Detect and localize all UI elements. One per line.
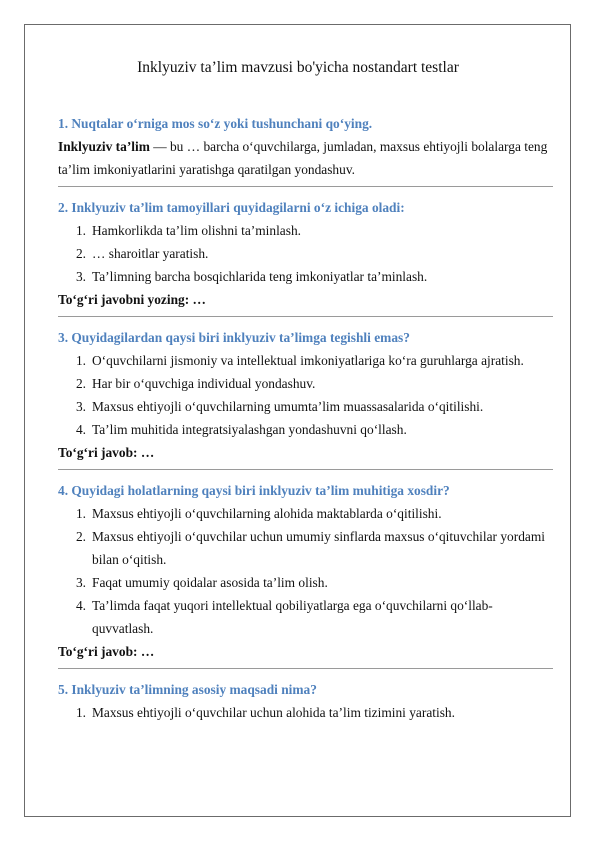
term-definition: — bu … barcha oʻquvchilarga, jumladan, maxsus ehtiyojli bolalarga teng ta’lim imkoniyatlarini yaratishga qaratilgan yondashuv. (58, 139, 548, 177)
option-item (58, 242, 553, 265)
answer-prompt: Toʻgʻri javobni yozing: … (58, 292, 206, 307)
answer-prompt: Toʻgʻri javob: … (58, 445, 155, 460)
option-number: 3. (75, 575, 86, 590)
option-text: Har bir oʻquvchiga individual yondashuv. (92, 376, 316, 391)
option-list (58, 349, 553, 441)
option-item (58, 525, 553, 571)
option-item (58, 594, 553, 640)
option-list (58, 219, 553, 288)
option-number: 1. (75, 223, 86, 238)
option-item (58, 395, 553, 418)
option-item (58, 349, 553, 372)
option-text: Oʻquvchilarni jismoniy va intellektual imkoniyatlariga koʻra guruhlarga ajratish. (92, 353, 524, 368)
option-number: 2. (75, 246, 86, 261)
question-1 (58, 112, 553, 181)
option-list (58, 502, 553, 640)
option-number: 3. (75, 399, 86, 414)
option-number: 4. (75, 422, 86, 437)
question-paragraph (58, 135, 553, 181)
option-number: 2. (75, 376, 86, 391)
answer-prompt: Toʻgʻri javob: … (58, 644, 155, 659)
option-text: Maxsus ehtiyojli oʻquvchilarning alohida maktablarda oʻqitilishi. (92, 506, 442, 521)
divider (58, 469, 553, 470)
option-item (58, 219, 553, 242)
option-number: 2. (75, 529, 86, 544)
option-item (58, 571, 553, 594)
question-heading: 4. Quyidagi holatlarning qaysi biri inklyuziv ta’lim muhitiga xosdir? (58, 483, 450, 498)
option-item (58, 372, 553, 395)
question-heading: 3. Quyidagilardan qaysi biri inklyuziv ta’limga tegishli emas? (58, 330, 410, 345)
option-item (58, 502, 553, 525)
option-number: 4. (75, 598, 86, 613)
divider (58, 316, 553, 317)
divider (58, 186, 553, 187)
option-text: Maxsus ehtiyojli oʻquvchilar uchun alohida ta’lim tizimini yaratish. (92, 705, 455, 720)
option-list (58, 701, 553, 724)
option-text: Maxsus ehtiyojli oʻquvchilarning umumta’lim muassasalarida oʻqitilishi. (92, 399, 484, 414)
question-4 (58, 479, 553, 663)
option-text: Ta’limning barcha bosqichlarida teng imkoniyatlar ta’minlash. (92, 269, 428, 284)
divider (58, 668, 553, 669)
document-title: Inklyuziv ta’lim mavzusi bo'yicha nostandart testlar (137, 59, 459, 76)
option-text: … sharoitlar yaratish. (92, 246, 209, 261)
option-item (58, 265, 553, 288)
option-text: Maxsus ehtiyojli oʻquvchilar uchun umumiy sinflarda maxsus oʻqituvchilar yordami bilan oʻqitish. (92, 529, 545, 567)
term-bold: Inklyuziv ta’lim (58, 139, 150, 154)
question-2 (58, 196, 553, 311)
option-text: Hamkorlikda ta’lim olishni ta’minlash. (92, 223, 302, 238)
option-number: 1. (75, 353, 86, 368)
question-heading: 1. Nuqtalar oʻrniga mos soʻz yoki tushunchani qoʻying. (58, 116, 373, 131)
question-3 (58, 326, 553, 464)
option-text: Faqat umumiy qoidalar asosida ta’lim olish. (92, 575, 328, 590)
option-item (58, 701, 553, 724)
option-item (58, 418, 553, 441)
option-number: 3. (75, 269, 86, 284)
question-heading: 2. Inklyuziv ta’lim tamoyillari quyidagilarni oʻz ichiga oladi: (58, 200, 405, 215)
question-5 (58, 678, 553, 724)
option-text: Ta’limda faqat yuqori intellektual qobiliyatlarga ega oʻquvchilarni qoʻllab-quvvatlash. (92, 598, 493, 636)
question-heading: 5. Inklyuziv ta’limning asosiy maqsadi nima? (58, 682, 317, 697)
option-number: 1. (75, 705, 86, 720)
document-body (58, 112, 553, 724)
option-number: 1. (75, 506, 86, 521)
option-text: Ta’lim muhitida integratsiyalashgan yondashuvni qoʻllash. (92, 422, 407, 437)
